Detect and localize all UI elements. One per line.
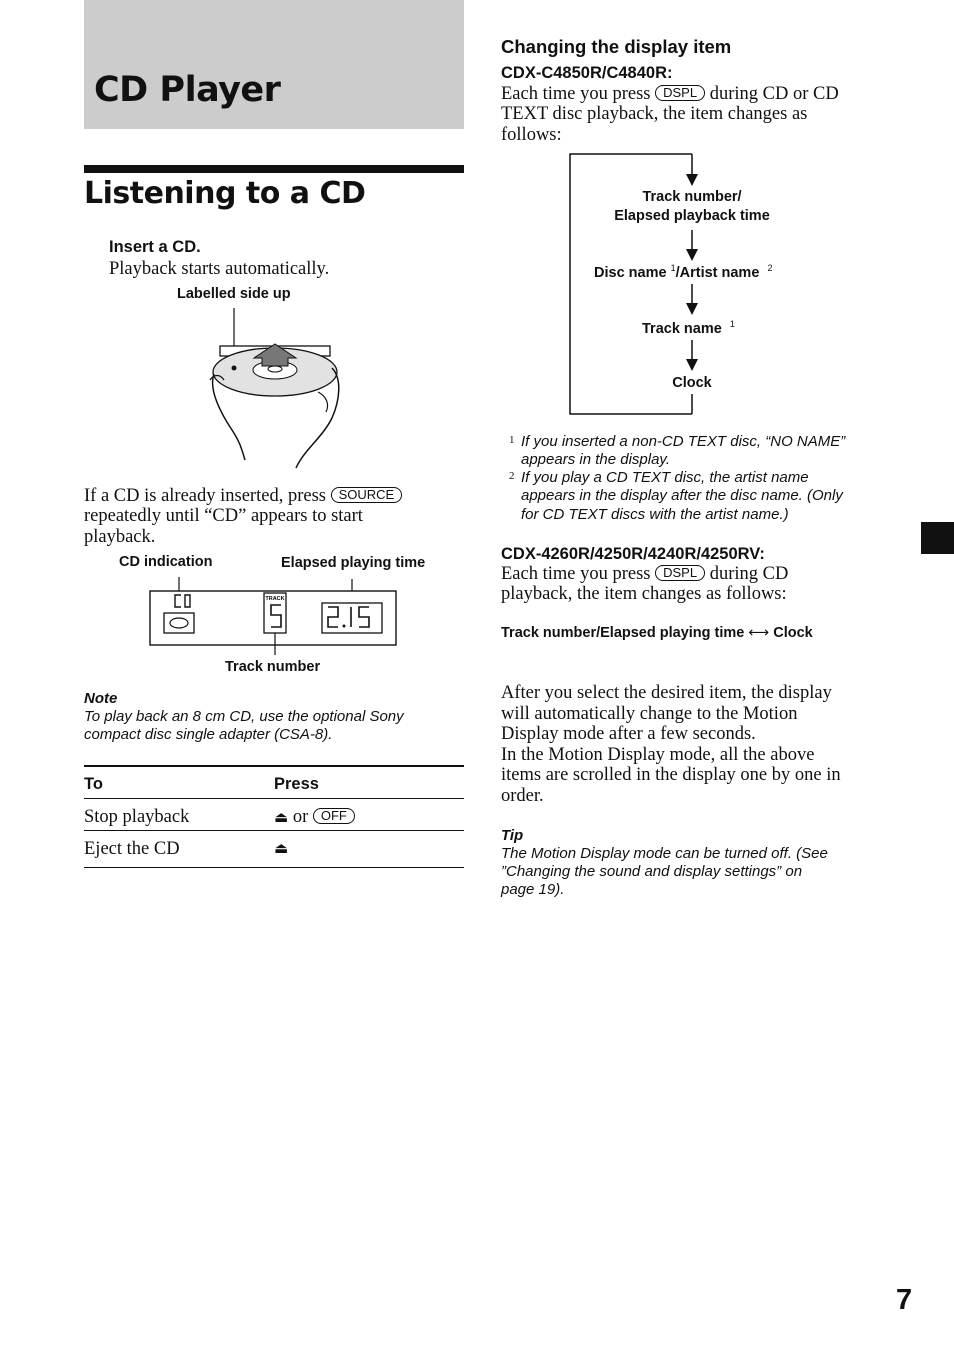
flow-item-track-name: Track name $^1$	[642, 319, 735, 337]
footnote-1-line-1: If you inserted a non-CD TEXT disc, “NO NAME”	[521, 433, 846, 450]
elapsed-time-label: Elapsed playing time	[281, 555, 426, 571]
note-text-1: To play back an 8 cm CD, use the optional Sony	[84, 708, 404, 725]
figure-cd-label: Labelled side up	[177, 286, 291, 302]
footnote-2-line-1: If you play a CD TEXT disc, the artist name	[521, 469, 809, 486]
table-row-eject-label: Eject the CD	[84, 839, 180, 859]
text-2-line-2: playback, the item changes as follows:	[501, 584, 787, 604]
heading-rule	[84, 165, 464, 173]
eject-icon[interactable]: ⏏	[274, 808, 289, 826]
track-number-label: Track number	[225, 659, 321, 675]
note-text-2: compact disc single adapter (CSA-8).	[84, 726, 333, 743]
flow-item-track-elapsed-2: Elapsed playback time	[614, 208, 770, 224]
table-header-to: To	[84, 775, 103, 793]
step-title: Insert a CD.	[109, 238, 201, 256]
footnote-2-line-2: appears in the display after the disc name. (Only	[521, 487, 843, 504]
tip-line-1: The Motion Display mode can be turned off. (See	[501, 845, 828, 862]
text-2-line-1: Each time you press DSPL during CD	[501, 564, 789, 584]
off-button[interactable]: OFF	[313, 808, 355, 824]
para-line-4: In the Motion Display mode, all the above	[501, 745, 815, 765]
table-top-rule	[84, 765, 464, 767]
model-label-2: CDX-4260R/4250R/4240R/4250RV:	[501, 545, 765, 563]
tip-line-3: page 19).	[501, 881, 565, 898]
flow-item-disc-artist: Disc name $^1$/Artist name $^2$	[594, 263, 773, 281]
text-1-line-2: TEXT disc playback, the item changes as	[501, 104, 808, 124]
insert-cd-illustration	[200, 300, 350, 472]
flow-item-track-elapsed-1: Track number/	[642, 189, 742, 205]
para-line-2: will automatically change to the Motion	[501, 704, 798, 724]
table-row-stop-press: ⏏ or OFF	[274, 807, 355, 828]
eject-icon[interactable]: ⏏	[274, 839, 289, 857]
track-tag: TRACK	[265, 596, 285, 602]
note-label: Note	[84, 690, 118, 707]
page-heading: Listening to a CD	[84, 176, 366, 211]
already-inserted-line-1: If a CD is already inserted, press SOURCE	[84, 486, 402, 507]
para-line-5: items are scrolled in the display one by one in	[501, 765, 841, 785]
double-arrow-icon: ⟷	[748, 625, 770, 641]
dspl-button[interactable]: DSPL	[655, 565, 705, 581]
toggle-flow: Track number/Elapsed playing time ⟷ Clock	[501, 625, 813, 641]
footnote-1-line-2: appears in the display.	[521, 451, 670, 468]
table-bottom-rule	[84, 867, 464, 868]
table-header-press: Press	[274, 775, 319, 793]
model-label-1: CDX-C4850R/C4840R:	[501, 64, 673, 82]
page-number: 7	[896, 1284, 913, 1316]
source-button[interactable]: SOURCE	[331, 487, 403, 503]
text-1-line-3: follows:	[501, 125, 562, 145]
tip-label: Tip	[501, 827, 524, 844]
footnote-1-number: 1	[509, 434, 515, 446]
display-illustration	[148, 575, 400, 655]
para-line-6: order.	[501, 786, 544, 806]
already-inserted-line-3: playback.	[84, 527, 156, 547]
para-line-3: Display mode after a few seconds.	[501, 724, 756, 744]
footnote-2-number: 2	[509, 470, 515, 482]
tip-line-2: ”Changing the sound and display settings” on	[501, 863, 803, 880]
right-heading: Changing the display item	[501, 36, 732, 57]
cd-indication-label: CD indication	[119, 554, 213, 570]
flow-item-clock: Clock	[672, 375, 712, 391]
table-header-rule	[84, 798, 464, 799]
dspl-button[interactable]: DSPL	[655, 85, 705, 101]
footnote-2-line-3: for CD TEXT discs with the artist name.)	[521, 506, 789, 523]
table-row-stop-label: Stop playback	[84, 807, 190, 827]
table-row-rule	[84, 830, 464, 831]
step-text: Playback starts automatically.	[109, 259, 330, 279]
already-inserted-line-2: repeatedly until “CD” appears to start	[84, 506, 363, 526]
chapter-tab-marker	[921, 522, 954, 554]
section-title: CD Player	[94, 70, 281, 110]
text-1-line-1: Each time you press DSPL during CD or CD	[501, 84, 839, 104]
para-line-1: After you select the desired item, the display	[501, 683, 832, 703]
